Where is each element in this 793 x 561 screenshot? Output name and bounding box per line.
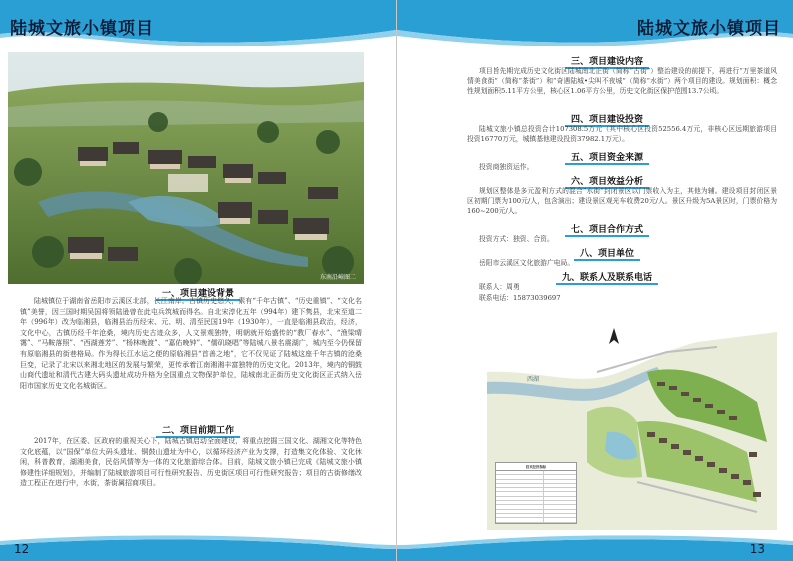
contact-phone: 联系电话：15873039697 xyxy=(479,294,561,302)
page-number: 12 xyxy=(14,542,30,556)
section-body-6: 规划区整体是多元盈利方式的混合“水街”封闭景区以门票收入为主，其他为辅。建设项目封闭区景区初期门票为100元/人，包含演出；建设景区观光车收费20元/人。景区升级为5A景区时，门票价格为160~200元/人。 xyxy=(467,187,777,215)
aerial-rendering-photo xyxy=(8,52,364,284)
photo-caption: 东南沿嶂图二 xyxy=(319,274,356,281)
section-heading-3: 三、项目建设内容 xyxy=(507,54,707,68)
section-heading-7: 七、项目合作方式 xyxy=(507,222,707,236)
section-body-1: 陆城镇位于湖南省岳阳市云溪区北部，长江南岸。古镇历史悠久，素有“千年古镇”、“历史重镇”、“文化名镇”美誉，因三国时期吴国将领陆逊曾在此屯兵筑城而得名。自北宋淳化五年（994年）建下隽县，北宋至道二年（996年）改为临湘县，临湘县治历经宋、元、明、清至民国19年（1930年），一直是临湘县政治，经济，文化中心，古镇历经千年沧桑，境内历史古迹众多，人文景观独特，明朝就开始盛传的“教厂春水”、“渔梁晴霭”、“马鞍落照”、“西湖莲芳”、“杨林晚渡”、“嘉佑晚钟”、“儒矶晓唱”等陆城八景名震湖广，城内至今仍保留有原临湘县的街巷格局。作为得长江水运之便的原临湘县“首善之地”，它不仅见证了陆城这座千年古镇的沧桑巨变，记录了北宋以来湘北地区的发展与繁荣，更传承着江南湘湘丰富独特的历史文化。2013年，境内的铜鼓山商代遗址和清代古建大码头遗址成功升格为全国重点文物保护单位，陆城南北正街历史文化街区正式纳入岳阳市国家历史文化名城街区。 xyxy=(20,297,362,390)
section-heading-1: 一、项目建设背景 xyxy=(23,286,373,300)
master-plan-map xyxy=(487,312,777,530)
right-page xyxy=(397,0,793,561)
section-body-8: 岳阳市云溪区文化旅游广电局。 xyxy=(479,259,575,267)
aerial-rendering-illustration xyxy=(8,52,364,284)
footer-band xyxy=(0,535,396,561)
section-heading-8: 八、项目单位 xyxy=(507,246,707,260)
footer-band xyxy=(397,535,793,561)
section-body-7: 投资方式：独资、合资。 xyxy=(479,235,554,243)
section-body-4: 陆城文旅小镇总投资合计107308.5万元（其中核心区投资52556.4万元，非核心区远期旅游项目投资16770万元，城镇基他建设投资37982.1万元）。 xyxy=(467,125,777,143)
north-arrow-icon xyxy=(607,328,621,350)
footer-wave-decoration xyxy=(0,535,396,561)
plan-indicator-table xyxy=(495,462,577,524)
header-title: 陆城文旅小镇项目 xyxy=(637,19,781,39)
section-heading-5: 五、项目资金来源 xyxy=(507,150,707,164)
river-label: 西湖 xyxy=(527,376,540,383)
section-heading-2: 二、项目前期工作 xyxy=(23,423,373,437)
section-heading-6: 六、项目效益分析 xyxy=(507,174,707,188)
section-body-2: 2017年，在区委、区政府的重视关心下，陆城古镇启动全面建设，将重点挖掘三国文化、湖湘文化等特色文化底蕴，以“国保”单位大码头遗址、铜鼓山遗址为中心，以循环经济产业为支撑，打造集文化体验、文化休闲，科普教育，湖湘美食，民俗风情等为一体的文化旅游综合体。目前，陆城文旅小镇已完成《陆城文旅小镇修建性详细规划》，并编制了陆城旅游项目可行性研究报告、历史街区项目可行性研究报告；项目的古街修缮改造工程正在进行中，水街，茶街属招商项目。 xyxy=(20,437,362,488)
header-band xyxy=(397,0,793,46)
header-title: 陆城文旅小镇项目 xyxy=(10,19,154,39)
plan-table-title: 技术经济指标 xyxy=(496,463,576,471)
section-heading-4: 四、项目建设投资 xyxy=(507,112,707,126)
contact-person: 联系人：周勇 xyxy=(479,283,520,291)
section-heading-9: 九、联系人及联系电话 xyxy=(507,270,707,284)
page-number: 13 xyxy=(749,542,765,556)
left-page xyxy=(0,0,396,561)
header-band xyxy=(0,0,396,46)
section-body-3: 项目旨先期完成历史文化街区陆城南北正街（简称“古街”）整治建设的前提下，再进行“万里茶道风情美食街”（简称“茶街”）和“奇遇陆城•尖叫不夜城”（简称“水街”）两个项目的建设。规划面积：概念性规划面积5.11平方公里，核心区1.06平方公里，历史文化街区保护范围13.7公顷。 xyxy=(467,67,777,95)
footer-wave-decoration xyxy=(397,535,793,561)
section-body-5: 投资商独资运作。 xyxy=(479,163,534,171)
